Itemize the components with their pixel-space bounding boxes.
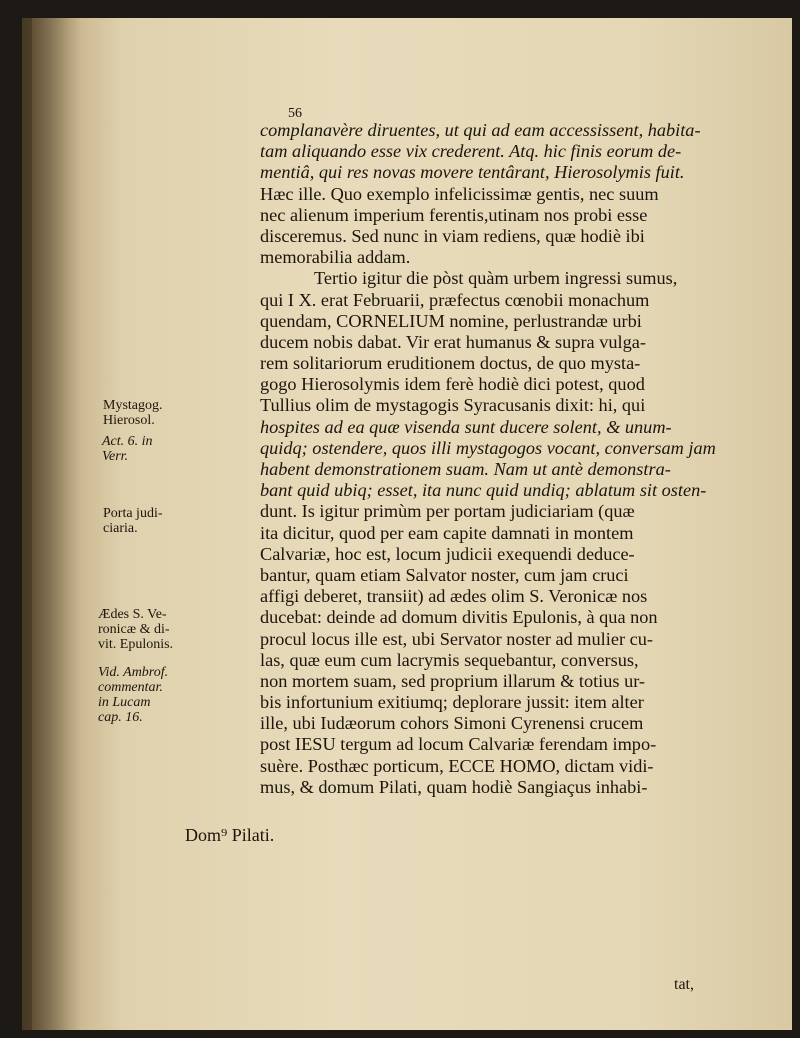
text-line: rem solitariorum eruditionem doctus, de quo mysta- <box>260 353 641 374</box>
text-line: quidq; ostendere, quos illi mystagogos vocant, conversam jam <box>260 437 716 458</box>
margin-note-act: Act. 6. in Verr. <box>102 434 153 464</box>
text-line: suère. Posthæc porticum, ECCE HOMO, dictam vidi- <box>260 755 654 776</box>
text-line: Tullius olim de mystagogis Syracusanis dixit: hi, qui <box>260 395 646 416</box>
main-text <box>260 120 720 798</box>
text-line: gogo Hierosolymis idem ferè hodiè dici potest, quod <box>260 374 645 395</box>
gutter-shadow <box>22 18 82 1030</box>
text-line: non mortem suam, sed proprium illarum & totius ur- <box>260 670 646 691</box>
text-line: qui I X. erat Februarii, præfectus cœnobii monachum <box>260 289 650 310</box>
margin-note-mystagog: Mystagog. Hierosol. <box>103 398 163 428</box>
text-line: ita dicitur, quod per eam capite damnati in montem <box>260 522 634 543</box>
text-line: Tertio igitur die pòst quàm urbem ingressi sumus, <box>314 268 678 289</box>
text-line: bantur, quam etiam Salvator noster, cum jam cruci <box>260 564 629 585</box>
text-line: Calvariæ, hoc est, locum judicii exequendi deduce- <box>260 543 635 564</box>
text-line: procul locus ille est, ubi Servator noster ad mulier cu- <box>260 628 653 649</box>
margin-note-porta: Porta judi- ciaria. <box>103 506 163 536</box>
text-line: Hæc ille. Quo exemplo infelicissimæ gentis, nec suum <box>260 183 659 204</box>
text-line: tam aliquando esse vix crederent. Atq. hic finis eorum de- <box>260 141 682 162</box>
margin-note-dom-pilati: Dom⁹ Pilati. <box>185 825 275 845</box>
text-line: bis infortunium exitiumq; deplorare jussit: item alter <box>260 692 644 713</box>
text-line: bant quid ubiq; esset, ita nunc quid undiq; ablatum sit osten- <box>260 480 707 501</box>
text-line: hospites ad ea quæ visenda sunt ducere solent, & unum- <box>260 416 672 437</box>
text-line: memorabilia addam. <box>260 247 411 268</box>
margin-note-aedes: Ædes S. Ve- ronicæ & di- vit. Epulonis. <box>98 607 174 652</box>
text-line: ille, ubi Iudæorum cohors Simoni Cyrenensi crucem <box>260 713 644 734</box>
text-line: dunt. Is igitur primùm per portam judiciariam (quæ <box>260 501 635 522</box>
margin-note-vid: Vid. Ambrof. commentar. in Lucam cap. 16. <box>98 665 169 725</box>
catchword: tat, <box>674 976 694 993</box>
text-line: complanavère diruentes, ut qui ad eam accessissent, habita- <box>260 120 701 140</box>
text-line: nec alienum imperium ferentis,utinam nos probi esse <box>260 204 648 225</box>
text-line: ducem nobis dabat. Vir erat humanus & supra vulga- <box>260 331 646 352</box>
text-line: mentiâ, qui res novas movere tentârant, Hierosolymis fuit. <box>260 162 685 183</box>
text-line: habent demonstrationem suam. Nam ut antè demonstra- <box>260 459 671 479</box>
text-line: mus, & domum Pilati, quam hodiè Sangiaçus inhabi- <box>260 776 648 797</box>
text-line: affigi deberet, transiit) ad ædes olim S. Veronicæ nos <box>260 586 648 607</box>
text-line: las, quæ eum cum lacrymis sequebantur, conversus, <box>260 649 639 670</box>
text-line: disceremus. Sed nunc in viam rediens, quæ hodiè ibi <box>260 225 645 246</box>
text-line: post IESU tergum ad locum Calvariæ ferendam impo- <box>260 734 657 755</box>
page-number: 56 <box>288 106 302 121</box>
text-line: quendam, CORNELIUM nomine, perlustrandæ urbi <box>260 310 642 331</box>
text-line: ducebat: deinde ad domum divitis Epulonis, à qua non <box>260 607 658 628</box>
